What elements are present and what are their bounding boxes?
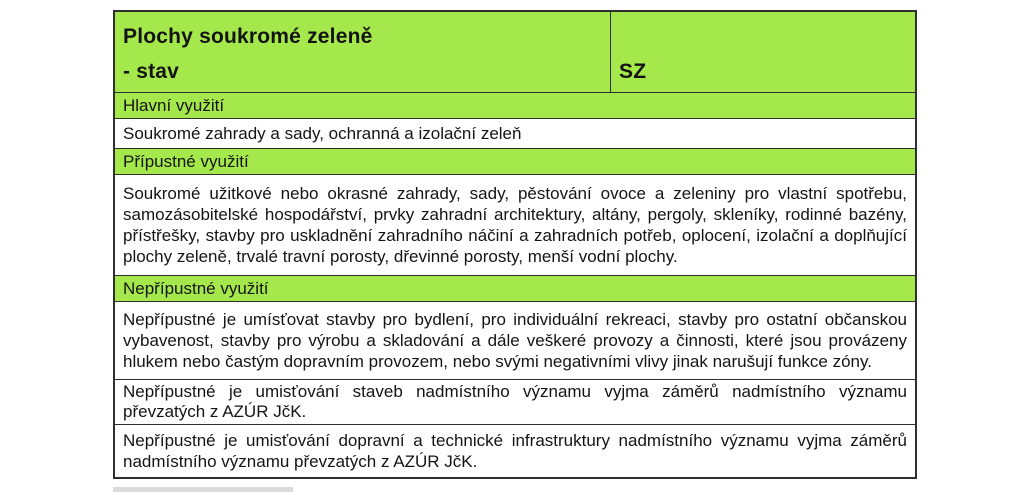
zone-code: SZ <box>619 60 647 83</box>
zoning-regulation-table <box>113 10 917 479</box>
main-use-text: Soukromé zahrady a sady, ochranná a izolační zeleň <box>123 124 522 143</box>
forbidden-use-text-3: Nepřípustné je umisťování dopravní a technické infrastruktury nadmístního významu vyjma záměrů nadmístního významu převzatých z AZÚR JčK. <box>123 431 907 471</box>
forbidden-use-row-2 <box>115 379 915 424</box>
section-heading-label: Hlavní využití <box>123 95 225 115</box>
forbidden-use-row-1 <box>115 301 915 379</box>
section-heading-hlavni-vyuziti <box>115 92 915 118</box>
title-cell <box>115 12 611 92</box>
forbidden-use-text-2: Nepřípustné je umisťování staveb nadmístního významu vyjma záměrů nadmístního významu převzatých z AZÚR JčK. <box>123 382 907 421</box>
permitted-use-text: Soukromé užitkové nebo okrasné zahrady, sady, pěstování ovoce a zeleniny pro vlastní spotřebu, samozásobitelské hospodářství, prvky zahradní architektury, altány, pergoly, skleníky, rodinné bazény, přístřešky, stavby pro uskladnění zahradního náčiní a zahradních potřeb, oplocení, izolační a doplňující plochy zeleně, trvalé travní porosty, dřevinné porosty, menší vodní plochy. <box>123 184 907 266</box>
scan-artifact-bar <box>113 487 293 492</box>
forbidden-use-row-3 <box>115 424 915 477</box>
zone-code-cell <box>611 12 915 92</box>
permitted-use-row <box>115 174 915 275</box>
section-heading-pripustne-vyuziti <box>115 148 915 174</box>
table-header-row <box>115 12 915 92</box>
section-heading-nepripustne-vyuziti <box>115 275 915 301</box>
page-subtitle: - stav <box>123 60 180 83</box>
section-heading-label: Přípustné využití <box>123 151 249 171</box>
forbidden-use-text-1: Nepřípustné je umísťovat stavby pro bydlení, pro individuální rekreaci, stavby pro ostatní občanskou vybavenost, stavby pro výrobu a skladování a dále veškeré provozy a činnosti, které jsou provázeny hlukem nebo častým dopravním provozem, nebo svými negativními vlivy jinak narušují funkce zóny. <box>123 310 907 371</box>
main-use-row <box>115 118 915 148</box>
section-heading-label: Nepřípustné využití <box>123 278 269 298</box>
page-title: Plochy soukromé zeleně <box>123 25 373 48</box>
